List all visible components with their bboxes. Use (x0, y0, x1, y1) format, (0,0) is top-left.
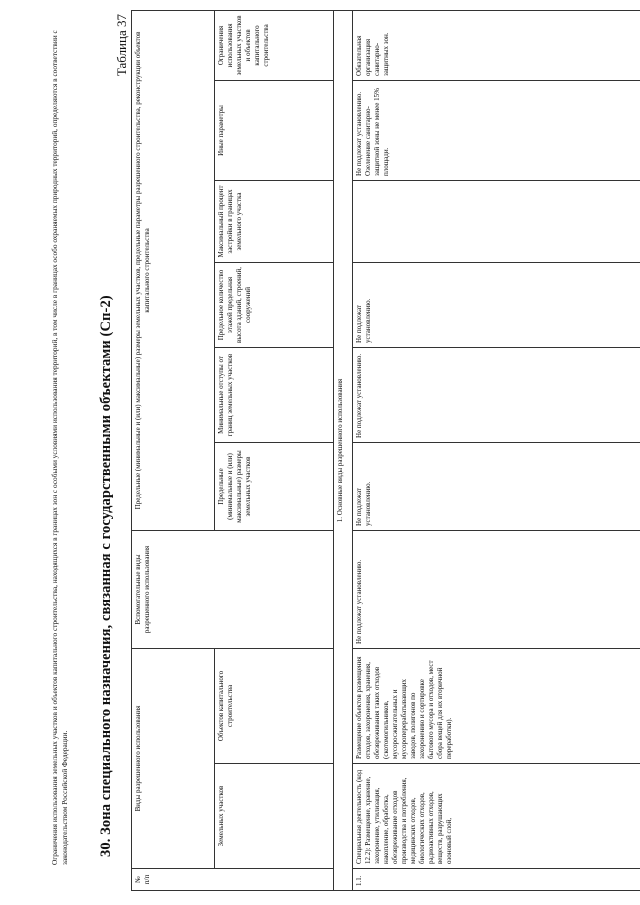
zone-regulations-table (131, 10, 640, 891)
row-setback: Не подлежат установлению. (353, 347, 640, 442)
header-vri-land: Земельных участков (215, 764, 334, 869)
header-limits-floors: Предельное количество этажей предельная высота зданий, строений, сооружений (215, 262, 334, 347)
header-vri-oks: Объектов капитального строительства (215, 648, 334, 763)
table-row (353, 10, 640, 890)
row-other: Не подлежат установлению. Озеленение санитарно-защитной зоны не менее 15% площади. (353, 80, 640, 180)
header-row-2 (215, 10, 334, 890)
row-coverage (353, 180, 640, 262)
intro-note: Ограничения использования земельных участков и объектов капитального строительства, находящихся в границах зон с особыми условиями использования территорий, в том числе в границах особо охраняемых природных территорий, определяются в соответствии с законодательством Российской Федерации. (50, 30, 69, 865)
header-num: № п/п (132, 869, 334, 891)
header-limits-group: Предельные (минимальные и (или) максимальные) размеры земельных участков, предельные параметры разрешенного строительства, реконструкции объектов капитального строительства (132, 10, 215, 530)
header-row-1 (132, 10, 215, 890)
row-land-use: Специальная деятельность (код 12.2): Размещение, хранение, захоронение, утилизация, накопление, обработка, обезвреживание отходов производства и потребления, медицинских отходов, биологических отходов, радиоактивных отходов, веществ, разрушающих озоновый слой, (353, 764, 640, 869)
subsection-row (334, 10, 353, 890)
header-limits-setback: Минимальные отступы от границ земельных участков (215, 347, 334, 442)
row-floors: Не подлежат установлению. (353, 262, 640, 347)
subsection-title: 1. Основные виды разрешенного использования (334, 10, 353, 890)
table-caption: Таблица 37 (114, 14, 129, 77)
row-size: Не подлежат установлению. (353, 442, 640, 530)
header-auxiliary: Вспомогательные виды разрешенного использования (132, 530, 334, 648)
header-restrictions: Ограничения использования земельных участков и объектов капитального строительства (215, 10, 334, 80)
section-title: 30. Зона специального назначения, связанная с государственными объектами (Сп-2) (98, 295, 114, 857)
row-restrictions: Обязательная организация санитарно-защитных зон. (353, 10, 640, 80)
row-oks-use: Размещение объектов размещения отходов, захоронения, хранения, обезвреживания таких отходов (скотомогильников, мусоросжигательных и мусороперерабатывающих заводов, полигонов по захоронению и сортировке бытового мусора и отходов, мест сбора вещей для их вторичной переработки). (353, 648, 640, 763)
header-limits-coverage: Максимальный процент застройки в границах земельного участка (215, 180, 334, 262)
row-num: 1.1. (353, 869, 640, 891)
header-vri: Виды разрешенного использования (132, 648, 215, 868)
header-other-params: Иные параметры (215, 80, 334, 180)
row-auxiliary: Не подлежат установлению. (353, 530, 640, 648)
header-limits-size: Предельные (минимальные и (или) максимальные) размеры земельных участков (215, 442, 334, 530)
